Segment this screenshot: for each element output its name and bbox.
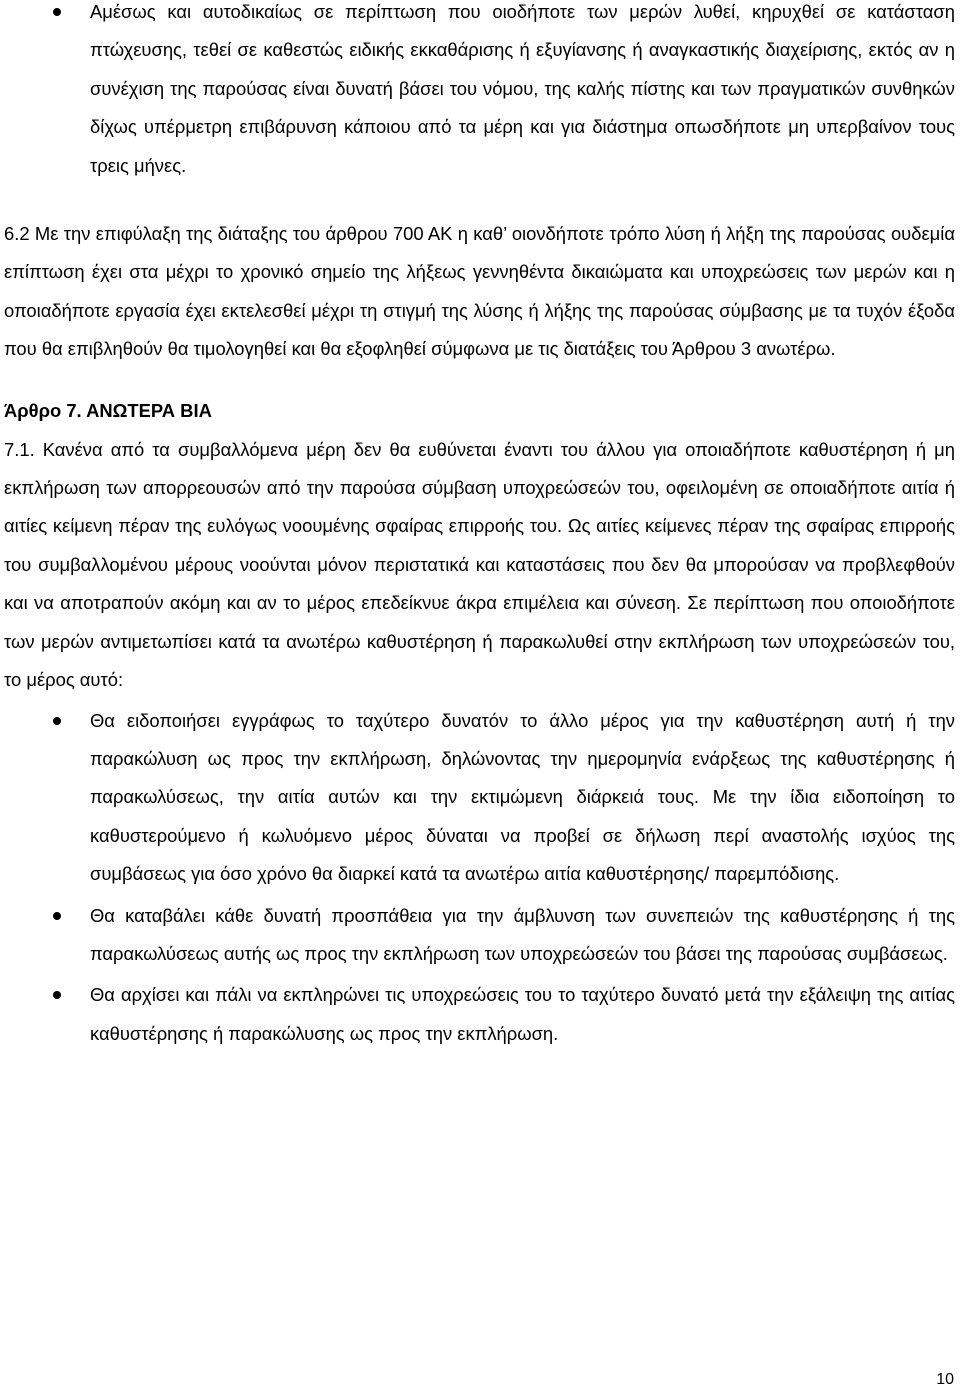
document-body [4,0,955,1056]
force-majeure-obligations-list [4,702,955,1054]
list-item [4,976,955,1053]
paragraph-6-2: 6.2 Με την επιφύλαξη της διάταξης του άρθρου 700 ΑΚ η καθ’ οιονδήποτε τρόπο λύση ή λήξη της παρούσας ουδεμία επίπτωση έχει στα μέχρι το χρονικό σημείο της λήξεως γεννηθέντα δικαιώματα και υποχρεώσεις των μερών και η οποιαδήποτε εργασία έχει εκτελεσθεί μέχρι τη στιγμή της λύσης ή λήξης της παρούσας σύμβασης με τα τυχόν έξοδα που θα επιβληθούν θα τιμολογηθεί και θα εξοφληθεί σύμφωνα με τις διατάξεις του Άρθρου 3 ανωτέρω. [4,223,955,360]
bullet-icon [53,912,61,920]
list-item [4,0,955,185]
article-7-heading: Άρθρο 7. ΑΝΩΤΕΡΑ ΒΙΑ [4,399,212,421]
list-item [4,702,955,894]
bullet-icon [53,991,61,999]
list-item-text: Θα καταβάλει κάθε δυνατή προσπάθεια για την άμβλυνση των συνεπειών της καθυστέρησης ή της παρακωλύσεως αυτής ως προς την εκπλήρωση των υποχρεώσεών του βάσει της παρούσας συμβάσεως. [90,904,955,964]
list-item [4,897,955,974]
list-item-text: Θα ειδοποιήσει εγγράφως το ταχύτερο δυνατόν το άλλο μέρος για την καθυστέρηση αυτή ή την παρακώλυση ως προς την εκπλήρωση, δηλώνοντας την ημερομηνία ενάρξεως της καθυστέρησης ή παρακωλύσεως, την αιτία αυτών και την εκτιμώμενη διάρκειά τους. Με την ίδια ειδοποίηση το καθυστερούμενο ή κωλυόμενο μέρος δύναται να προβεί σε δήλωση περί αναστολής ισχύος της συμβάσεως για όσο χρόνο θα διαρκεί κατά τα ανωτέρω αιτία καθυστέρησης/ παρεμπόδισης. [90,709,955,885]
bullet-icon [53,717,61,725]
paragraph-7-1: 7.1. Κανένα από τα συμβαλλόμενα μέρη δεν θα ευθύνεται έναντι του άλλου για οποιαδήποτε καθυστέρηση ή μη εκπλήρωση των απορρεουσών από την παρούσα σύμβαση υποχρεώσεών του, οφειλομένη σε οποιαδήποτε αιτία ή αιτίες κείμενη πέραν της ευλόγως νοουμένης σφαίρας επιρροής του. Ως αιτίες κείμενες πέραν της σφαίρας επιρροής του συμβαλλομένου μέρους νοούνται μόνον περιστατικά και καταστάσεις που δεν θα μπορούσαν να προβλεφθούν και να αποτραπούν ακόμη και αν το μέρος επεδείκνυε άκρα επιμέλεια και σύνεση. Σε περίπτωση που οποιοδήποτε των μερών αντιμετωπίσει κατά τα ανωτέρω καθυστέρηση ή παρακωλυθεί στην εκπλήρωση των υποχρεώσεών του, το μέρος αυτό: [4,438,955,691]
termination-bullet-list [4,0,955,185]
list-item-text: Θα αρχίσει και πάλι να εκπληρώνει τις υποχρεώσεις του το ταχύτερο δυνατό μετά την εξάλειψη της αιτίας καθυστέρησης ή παρακώλυσης ως προς την εκπλήρωση. [90,984,955,1044]
page-number: 10 [936,1371,954,1388]
list-item-text: Αμέσως και αυτοδικαίως σε περίπτωση που οιοδήποτε των μερών λυθεί, κηρυχθεί σε κατάσταση πτώχευσης, τεθεί σε καθεστώς ειδικής εκκαθάρισης ή εξυγίανσης ή αναγκαστικής διαχείρισης, εκτός αν η συνέχιση της παρούσας είναι δυνατή βάσει του νόμου, της καλής πίστης και των πραγματικών συνθηκών δίχως υπέρμετρη επιβάρυνση κάποιου από τα μέρη και για διάστημα οπωσδήποτε μη υπερβαίνον τους τρεις μήνες. [90,1,955,176]
bullet-icon [53,8,61,16]
